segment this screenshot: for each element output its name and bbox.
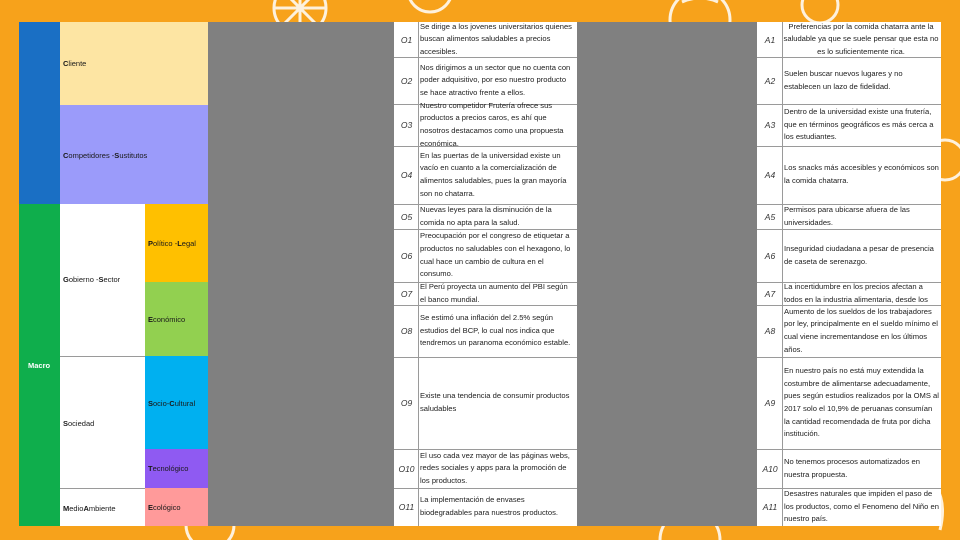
- opportunity-text: Se dirige a los jovenes universitarios quienes buscan alimentos saludables a precios accesibles.: [420, 22, 572, 56]
- opportunity-code: O10: [398, 463, 415, 474]
- threat-code: A8: [764, 326, 776, 336]
- opportunity-code: O11: [398, 502, 415, 512]
- threat-code: A7: [764, 288, 776, 299]
- threat-text: Dentro de la universidad existe una frutería, que en términos geográficos es más cerca a los estudiantes.: [784, 107, 934, 142]
- threat-text: No tenemos procesos automatizados en nuestra propuesta.: [784, 456, 920, 479]
- opportunity-code: O8: [400, 326, 413, 336]
- threat-code: A1: [764, 34, 776, 45]
- threat-code: A3: [764, 120, 776, 130]
- opportunity-text: Preocupación por el congreso de etiquetar a productos no saludables con el hexagono, lo cual hace un cambio de cultura en el consumo.: [420, 231, 571, 279]
- medio-ambiente-label: M edio A mbiente: [63, 503, 116, 513]
- opportunity-text: La implementación de envases biodegradables para nuestros productos.: [420, 495, 559, 517]
- opportunity-code: O5: [400, 211, 413, 222]
- economico-label: E conómico: [148, 314, 186, 324]
- threat-text: En nuestro país no está muy extendida la costumbre de alimentarse adecuadamente, pues según estudios realizados por la OMS al 2017 solo el 10,9% de peruanas consumían la cantidad recomendada de fruta por dicha institución.: [784, 366, 939, 439]
- tecnologico-label: T ecnológico: [148, 463, 189, 473]
- ecologico-label: E cológico: [148, 502, 181, 512]
- threat-text: Inseguridad ciudadana a pesar de presencia de caseta de serenazgo.: [784, 243, 934, 266]
- gobierno-label: G obierno - S ector: [63, 274, 121, 284]
- opportunity-code: O4: [400, 170, 413, 180]
- threat-code: A11: [762, 502, 778, 512]
- opportunity-code: O3: [400, 120, 413, 130]
- threat-text: Suelen buscar nuevos lugares y no establecen un lazo de fidelidad.: [784, 68, 903, 91]
- cliente-label: C liente: [63, 58, 87, 68]
- threat-code: A9: [764, 398, 776, 408]
- opportunity-text: Se estimó una inflación del 2.5% según estudios del BCP, lo cual nos indica que tendremos un paranoma económico estable.: [420, 313, 571, 348]
- threat-code: A10: [762, 463, 778, 474]
- opportunity-text: El uso cada vez mayor de las páginas webs, redes sociales y apps para la promoción de los productos.: [420, 450, 570, 485]
- threat-code: A4: [764, 170, 776, 180]
- opportunity-code: O7: [400, 288, 413, 299]
- gray-column-left: [208, 22, 394, 526]
- threat-text: Los snacks más accesibles y económicos son la comida chatarra.: [784, 163, 939, 185]
- threat-text: Aumento de los sueldos de los trabajadores por ley, principalmente en el sueldo mínimo el cual viene incrementandose en los últimos años.: [784, 306, 938, 354]
- threat-code: A6: [764, 250, 776, 261]
- opportunity-text: Nuevas leyes para la disminución de la comida no apta para la salud.: [420, 204, 552, 227]
- opportunity-code: O1: [400, 34, 413, 45]
- macro-label: Macro: [28, 360, 51, 370]
- opportunity-code: O6: [400, 250, 413, 261]
- politico-label: P olítico - L egal: [148, 238, 196, 248]
- opportunity-code: O9: [400, 398, 413, 408]
- socio-cultural-label: S ocio- C ultural: [148, 398, 196, 408]
- opportunity-text: El Perú proyecta un aumento del PBI según el banco mundial.: [420, 282, 568, 304]
- opportunity-code: O2: [400, 75, 413, 86]
- threat-code: A2: [764, 75, 776, 86]
- micro-bar: [19, 22, 60, 204]
- sociedad-label: S ociedad: [63, 418, 95, 428]
- opportunity-text: Nos dirigimos a un sector que no cuenta con poder adquisitivo, por eso nuestro producto se hace atractivo frente a ellos.: [420, 62, 571, 97]
- opportunity-text: Nuestro competidor Frutería ofrece sus productos a precios caros, es ahí que nosotros destacamos como una propuesta económica.: [420, 101, 564, 148]
- macro-category-column: [60, 204, 145, 526]
- threat-text: Permisos para ubicarse afuera de las universidades.: [784, 204, 910, 227]
- threat-text: La incertidumbre en los precios afectan a todos en la industria alimentaria, desde los: [784, 282, 928, 304]
- threat-text: Desastres naturales que impiden el paso de los productos, como el Fenomeno del Niño en nuestro país.: [784, 489, 939, 524]
- opportunity-text: Existe una tendencia de consumir productos saludables: [420, 391, 570, 413]
- opportunity-text: En las puertas de la universidad existe un vacío en cuanto a la comercialización de alimentos saludables, pues la gran mayoría son no chatarra.: [420, 150, 567, 198]
- gray-column-middle: [577, 22, 757, 526]
- threat-text: Preferencias por la comida chatarra ante la saludable ya que se suele pensar que esta no es lo suficientemente rica.: [783, 22, 939, 56]
- competidores-label: C ompetidores - S ustitutos: [63, 150, 148, 160]
- threat-code: A5: [764, 211, 776, 222]
